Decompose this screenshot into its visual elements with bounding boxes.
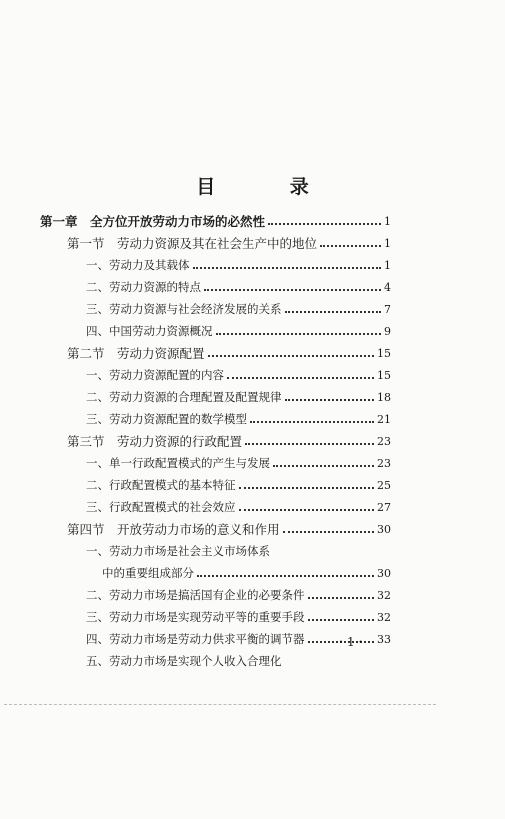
toc-page: 1 — [384, 214, 391, 228]
toc-leader — [308, 597, 375, 599]
toc-page: 15 — [377, 368, 391, 382]
toc-leader — [283, 531, 374, 533]
toc-page: 27 — [377, 500, 391, 514]
toc-label: 二、行政配置模式的基本特征 — [86, 478, 236, 492]
toc-label: 五、劳动力市场是实现个人收入合理化 — [86, 654, 282, 668]
toc-label: 一、单一行政配置模式的产生与发展 — [86, 456, 270, 470]
toc-page: 21 — [377, 412, 391, 426]
toc-label: 第一章 全方位开放劳动力市场的必然性 — [40, 214, 266, 229]
toc-entry-item — [86, 585, 391, 605]
toc-label: 中的重要组成部分 — [102, 566, 194, 580]
toc-leader — [285, 311, 382, 313]
toc-entry-item — [86, 255, 391, 275]
toc-leader — [308, 619, 375, 621]
toc-label: 第四节 开放劳动力市场的意义和作用 — [67, 522, 280, 537]
toc-page: 7 — [384, 302, 391, 316]
toc-entry-item — [86, 277, 391, 297]
toc-page: 32 — [377, 588, 391, 602]
toc-leader — [285, 399, 375, 401]
toc-leader — [239, 487, 375, 489]
toc-entry-chapter-1 — [40, 211, 391, 231]
toc-entry-item — [86, 651, 391, 671]
toc-entry-section-3 — [67, 431, 391, 451]
toc-leader — [245, 443, 374, 445]
toc-leader — [268, 223, 381, 225]
toc-leader — [204, 289, 381, 291]
toc-page: 9 — [384, 324, 391, 338]
toc-entry-section-2 — [67, 343, 391, 363]
toc-label: 一、劳动力市场是社会主义市场体系 — [86, 544, 270, 558]
page-number: ・1・ — [335, 635, 367, 649]
toc-label: 第一节 劳动力资源及其在社会生产中的地位 — [67, 236, 318, 251]
toc-entry-section-4 — [67, 519, 391, 539]
toc-label: 二、劳动力资源的特点 — [86, 280, 201, 294]
toc-label: 二、劳动力市场是搞活国有企业的必要条件 — [86, 588, 305, 602]
toc-entry-item — [86, 497, 391, 517]
toc-entry-item — [86, 475, 391, 495]
toc-label: 第二节 劳动力资源配置 — [67, 346, 205, 361]
toc-leader — [320, 245, 381, 247]
toc-leader — [227, 377, 374, 379]
toc-entry-item — [86, 607, 391, 627]
toc-page: 18 — [377, 390, 391, 404]
toc-leader — [250, 421, 374, 423]
toc-entry-item — [86, 299, 391, 319]
toc-leader — [216, 333, 382, 335]
toc-page: 23 — [377, 434, 391, 448]
toc-leader — [193, 267, 382, 269]
toc-leader — [208, 355, 374, 357]
toc-page: 15 — [377, 346, 391, 360]
toc-label: 三、劳动力市场是实现劳动平等的重要手段 — [86, 610, 305, 624]
toc-entry-item — [86, 321, 391, 341]
toc-label: 四、劳动力市场是劳动力供求平衡的调节器 — [86, 632, 305, 646]
toc-page: 4 — [384, 280, 391, 294]
toc-page: 23 — [377, 456, 391, 470]
toc-page: 32 — [377, 610, 391, 624]
toc-leader — [273, 465, 374, 467]
toc-leader — [239, 509, 375, 511]
toc-label: 四、中国劳动力资源概况 — [86, 324, 213, 338]
toc-page: 1 — [384, 236, 391, 250]
toc-label: 三、行政配置模式的社会效应 — [86, 500, 236, 514]
toc-label: 一、劳动力及其载体 — [86, 258, 190, 272]
toc-page: 1 — [384, 258, 391, 272]
toc-entry-item — [86, 387, 391, 407]
toc-entry-item-continued — [102, 563, 391, 583]
toc-leader — [197, 575, 374, 577]
toc-entry-item — [86, 409, 391, 429]
toc-page: 30 — [377, 522, 391, 536]
toc-entry-item — [86, 365, 391, 385]
toc-label: 三、劳动力资源配置的数学模型 — [86, 412, 247, 426]
toc-label: 二、劳动力资源的合理配置及配置规律 — [86, 390, 282, 404]
toc-page: 33 — [377, 632, 391, 646]
toc-page: 25 — [377, 478, 391, 492]
toc-label: 一、劳动力资源配置的内容 — [86, 368, 224, 382]
toc-page: 30 — [377, 566, 391, 580]
toc-entry-item — [86, 541, 391, 561]
scan-edge-line — [4, 704, 436, 705]
page-title: 目 录 — [196, 176, 343, 198]
toc-entry-item — [86, 453, 391, 473]
toc-label: 第三节 劳动力资源的行政配置 — [67, 434, 243, 449]
toc-label: 三、劳动力资源与社会经济发展的关系 — [86, 302, 282, 316]
toc-entry-section-1 — [67, 233, 391, 253]
